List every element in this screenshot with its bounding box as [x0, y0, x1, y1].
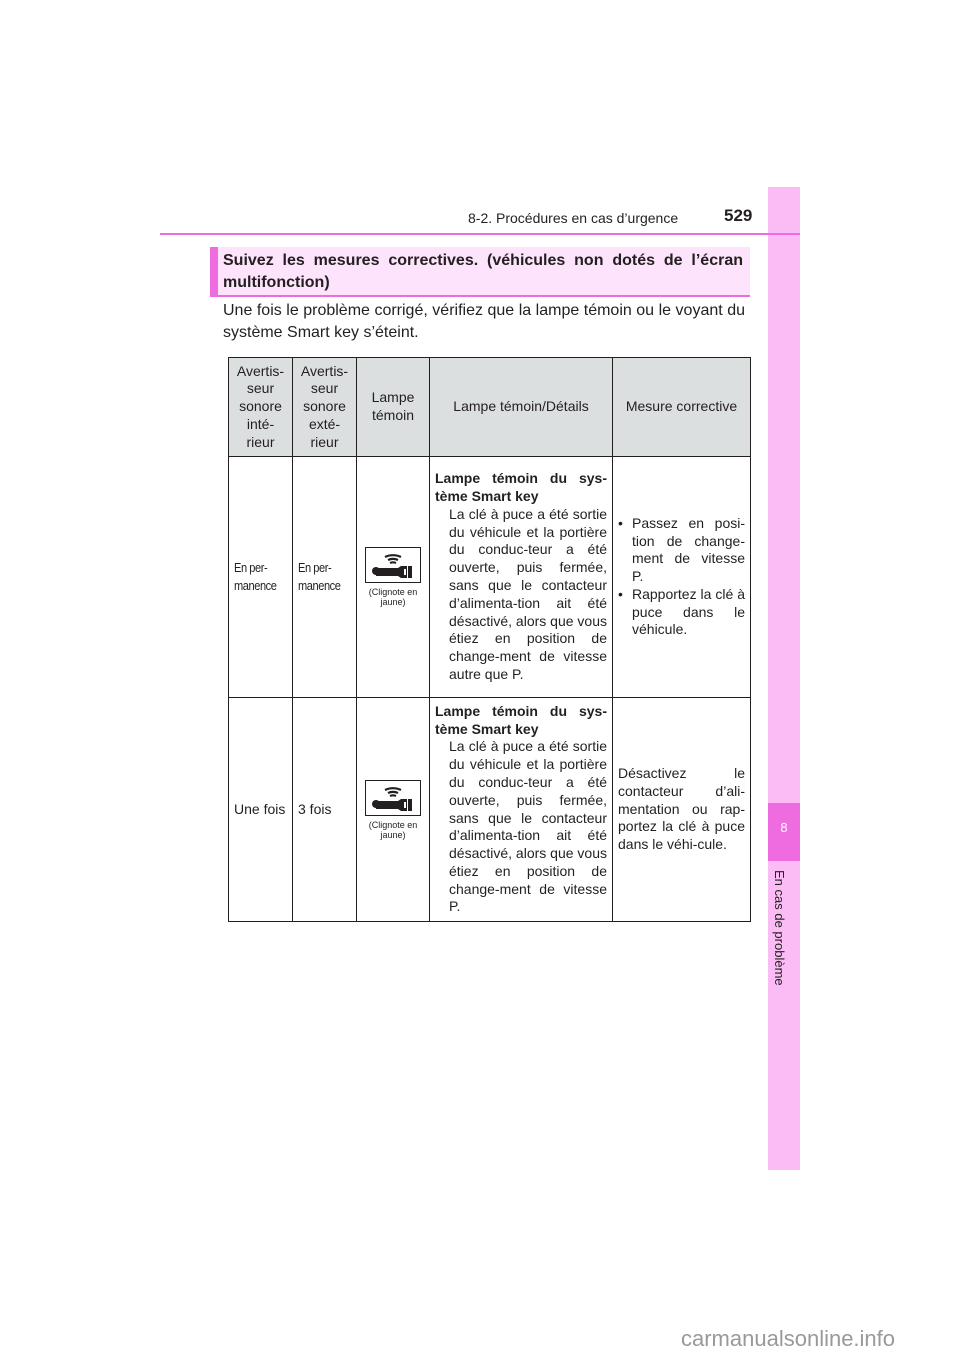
smart-key-indicator-icon: [365, 780, 421, 816]
table-header-row: [229, 358, 751, 457]
detail-text: La clé à puce a été sortie du véhicule et la portière du conduc-teur a été ouverte, puis fermée, sans que le contacteur d’alimenta-tion ait été désactivé, alors que vous étiez en position de change-ment de vitesse autre que P.: [449, 505, 607, 682]
chapter-tab[interactable]: 8: [768, 803, 800, 861]
interior-buzzer: En per-manence: [234, 560, 277, 593]
action-item: • Rapportez la clé à puce dans le véhicule.: [618, 585, 745, 638]
detail-title: Lampe témoin du sys-tème Smart key: [435, 702, 607, 737]
action-item: • Passez en posi-tion de change-ment de vitesse P.: [618, 514, 745, 585]
header-exterior-buzzer: Avertis-seur sonore exté-rieur: [293, 358, 357, 457]
exterior-buzzer: En per-manence: [298, 560, 341, 593]
header-corrective-action: Mesure corrective: [613, 358, 751, 457]
header-divider: [160, 233, 800, 235]
chapter-label: En cas de problème: [772, 870, 787, 986]
exterior-buzzer: 3 fois: [293, 698, 357, 922]
smart-key-indicator-icon: [365, 547, 421, 583]
table-row: [229, 698, 751, 922]
section-heading: Suivez les mesures correctives. (véhicules non dotés de l’écran multifonction): [223, 252, 743, 291]
header-interior-buzzer: Avertis-seur sonore inté-rieur: [229, 358, 293, 457]
warning-table: [228, 357, 751, 922]
header-details: Lampe témoin/Détails: [430, 358, 613, 457]
watermark: carmanualsonline.info: [681, 1326, 896, 1351]
table-row: [229, 457, 751, 698]
intro-text: Une fois le problème corrigé, vérifiez que la lampe témoin ou le voyant du système Smart key s’éteint.: [223, 302, 745, 341]
detail-text: La clé à puce a été sortie du véhicule et la portière du conduc-teur a été ouverte, puis fermée, sans que le contacteur d’alimenta-tion ait été désactivé, alors que vous étiez en position de change-ment de vitesse P.: [449, 738, 607, 915]
header-warning-light: Lampe témoin: [357, 358, 430, 457]
section-title: 8-2. Procédures en cas d’urgence: [468, 210, 679, 226]
interior-buzzer: Une fois: [229, 698, 293, 922]
page-number: 529: [724, 206, 753, 225]
corrective-action: Désactivez le contacteur d’ali-mentation ou rap-portez la clé à puce dans le véhi-cule.: [613, 698, 751, 922]
title-accent-bar: [210, 247, 218, 295]
icon-caption: (Clignote en jaune): [368, 819, 418, 840]
detail-title: Lampe témoin du sys-tème Smart key: [435, 470, 607, 505]
icon-caption: (Clignote en jaune): [368, 587, 418, 607]
chapter-sidebar: [768, 187, 800, 1170]
